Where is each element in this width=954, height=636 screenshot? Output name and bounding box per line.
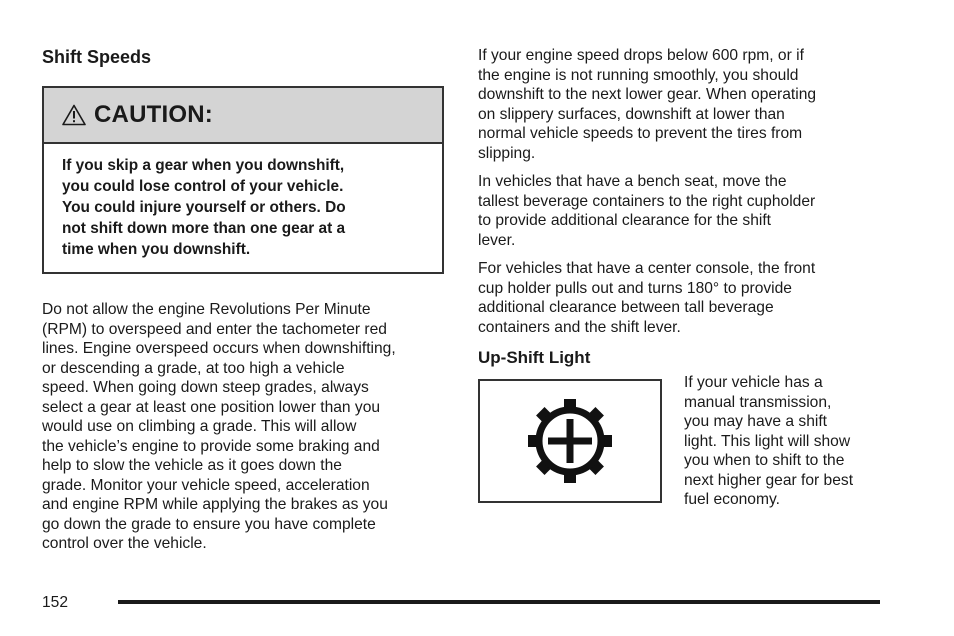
text-line: the vehicle’s engine to provide some braking and bbox=[42, 437, 380, 455]
caution-line: you could lose control of your vehicle. bbox=[62, 178, 344, 195]
text-line: In vehicles that have a bench seat, move the bbox=[478, 173, 787, 190]
text-line: cup holder pulls out and turns 180° to provide bbox=[478, 279, 792, 297]
caution-line: If you skip a gear when you downshift, bbox=[62, 157, 345, 174]
text-line: containers and the shift lever. bbox=[478, 318, 681, 336]
text-line: to provide additional clearance for the shift bbox=[478, 212, 771, 229]
caution-line: time when you downshift. bbox=[62, 241, 251, 258]
text-line: additional clearance between tall beverage bbox=[478, 299, 774, 316]
upshift-gear-plus-icon bbox=[525, 396, 615, 486]
footer-rule bbox=[118, 600, 880, 604]
upshift-light-row bbox=[478, 374, 880, 510]
text-line: manual transmission, bbox=[684, 393, 832, 411]
text-line: speed. When going down steep grades, always bbox=[42, 379, 369, 396]
text-line: slipping. bbox=[478, 144, 536, 162]
text-line: next higher gear for best bbox=[684, 471, 854, 489]
text-line: you when to shift to the bbox=[684, 452, 845, 469]
text-line: For vehicles that have a center console, the front bbox=[478, 260, 816, 277]
text-line: on slippery surfaces, downshift at lower than bbox=[478, 105, 785, 123]
text-line: would use on climbing a grade. This will allow bbox=[42, 418, 357, 435]
text-line: Do not allow the engine Revolutions Per Minute bbox=[42, 301, 371, 318]
right-column bbox=[478, 46, 880, 510]
text-line: and engine RPM while applying the brakes as you bbox=[42, 496, 388, 513]
text-line: If your engine speed drops below 600 rpm, or if bbox=[478, 47, 804, 64]
section-heading-shift-speeds: Shift Speeds bbox=[42, 47, 152, 67]
caution-title: CAUTION: bbox=[94, 101, 213, 128]
section-heading-upshift-light: Up-Shift Light bbox=[478, 348, 591, 367]
text-line: lines. Engine overspeed occurs when downshifting, bbox=[42, 340, 396, 357]
upshift-light-description bbox=[684, 373, 880, 510]
text-line: (RPM) to overspeed and enter the tachometer red bbox=[42, 320, 387, 338]
text-line: help to slow the vehicle as it goes down the bbox=[42, 457, 342, 474]
text-line: If your vehicle has a bbox=[684, 374, 823, 391]
caution-header bbox=[44, 88, 442, 144]
caution-line: You could injure yourself or others. Do bbox=[62, 199, 346, 216]
text-line: light. This light will show bbox=[684, 432, 851, 450]
left-column bbox=[42, 46, 444, 554]
text-line: the engine is not running smoothly, you should bbox=[478, 66, 799, 84]
text-line: select a gear at least one position lower than you bbox=[42, 398, 381, 416]
text-line: or descending a grade, at too high a vehicle bbox=[42, 359, 345, 377]
text-line: fuel economy. bbox=[684, 491, 780, 508]
text-line: downshift to the next lower gear. When operating bbox=[478, 86, 817, 103]
caution-text bbox=[44, 144, 442, 272]
upshift-light-figure bbox=[478, 379, 662, 503]
page-number: 152 bbox=[42, 594, 69, 611]
center-console-paragraph bbox=[478, 259, 880, 337]
text-line: go down the grade to ensure you have complete bbox=[42, 515, 376, 533]
engine-speed-paragraph bbox=[478, 46, 880, 163]
text-line: lever. bbox=[478, 231, 516, 249]
text-line: control over the vehicle. bbox=[42, 535, 207, 552]
text-line: grade. Monitor your vehicle speed, acceleration bbox=[42, 476, 370, 494]
text-line: normal vehicle speeds to prevent the tires from bbox=[478, 125, 803, 142]
warning-triangle-icon bbox=[62, 104, 86, 126]
bench-seat-paragraph bbox=[478, 172, 880, 250]
caution-box bbox=[42, 86, 444, 274]
caution-line: not shift down more than one gear at a bbox=[62, 220, 346, 237]
text-line: tallest beverage containers to the right cupholder bbox=[478, 192, 816, 210]
overspeed-paragraph bbox=[42, 300, 444, 554]
text-line: you may have a shift bbox=[684, 413, 828, 430]
